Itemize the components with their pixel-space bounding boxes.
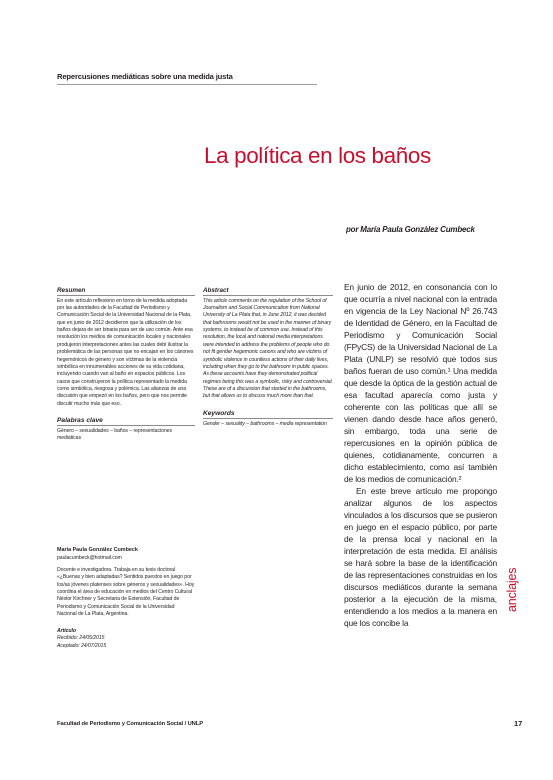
running-header: Repercusiones mediáticas sobre una medida justa bbox=[57, 72, 317, 85]
page-footer: Facultad de Periodismo y Comunicación Social / UNLP bbox=[57, 721, 203, 727]
abstract-heading: Abstract bbox=[203, 287, 229, 294]
palabras-clave-text: Género – sexualidades – baños – representaciones mediáticas bbox=[57, 428, 172, 442]
article-title: La política en los baños bbox=[204, 143, 431, 168]
abstract-rule bbox=[203, 295, 333, 296]
page-number: 17 bbox=[514, 719, 523, 728]
resumen-heading: Resumen bbox=[57, 287, 86, 294]
resumen-block bbox=[57, 287, 195, 443]
abstract-block bbox=[203, 287, 333, 428]
palabras-clave-heading: Palabras clave bbox=[57, 417, 103, 425]
body-paragraph: En junio de 2012, en consonancia con lo que ocurría a nivel nacional con la entrada en vigencia de la Ley Nacional Nº 26.743 de Identidad de Género, en la Facultad de Periodismo y Comunicación Social (FPyCS) de la Universidad Nacional de La Plata (UNLP) se resolvió que todos sus baños fueran de uso común.¹ Una medida que desde la óptica de la gestión actual de esa facultad aparecía como justa y coherente con las políticas que allí se vienen dando desde hace años generó, sin embargo, toda una serie de repercusiones en la opinión pública de quienes, cotidianamente, concurren a dicho establecimiento, como así también de los medios de comunicación.² bbox=[344, 282, 497, 485]
accepted-date: Aceptado: 24/07/2015 bbox=[57, 642, 107, 649]
author-bio bbox=[57, 547, 195, 619]
bio-email: paulacumbeck@hotmail.com bbox=[57, 554, 122, 561]
dates-heading: Artículo bbox=[57, 628, 76, 634]
keywords-text: Gender – sexuality – bathrooms – media representation bbox=[203, 420, 327, 427]
body-text bbox=[344, 281, 497, 629]
journal-sidebar-label: anclajes bbox=[505, 567, 519, 612]
body-paragraph: En este breve artículo me propongo analizar algunos de los aspectos vinculados a los discursos que se pusieron en juego en el espacio público, por parte de la prensa local y nacional en la interpretación de esta medida. El análisis se hará sobre la base de la identificación de las representaciones construidas en los discursos mediáticos durante la semana posterior a la ejecución de la misma, entendiendo a los medios a la manera en que los concibe la bbox=[344, 486, 497, 629]
keywords-heading: Keywords bbox=[203, 409, 235, 417]
bio-text: Docente e investigadora. Trabaja en su tesis doctoral «¿Buenas y bien adaptadas? Sentidos puestos en juego por los/as jóvenes platenses sobre géneros y sexualidades». Hoy coordina el área de educación en medios del Centro Cultural Néstor Kirchner y Secretaria de Extensión, Facultad de Periodismo y Comunicación Social de la Universidad Nacional de La Plata, Argentina. bbox=[57, 566, 195, 618]
palabras-clave-rule bbox=[57, 425, 195, 426]
resumen-rule bbox=[57, 295, 195, 296]
resumen-text: En este artículo reflexiono en torno de la medida adoptada por las autoridades de la Facultad de Periodismo y Comunicación Social de la Universidad Nacional de la Plata, que en junio de 2012 decidieron que la utilización de los baños dejara de ser binaria para ser de uso común. Ante esa resolución los medios de comunicación locales y nacionales produjeron interpretaciones antes las cuales debí ilustrar la problemática de las personas que no encajan en los cánones hegemónicos de género y son víctimas de la violencia simbólica en innumerables acciones de su vida cotidiana, incluyendo cuando van al baño en espacios públicos. Los casos que construyeron la política representado la medida como simbólica, riesgosa y polémica. Las alianzas de una discusión que empezó en los baños, pero que nos permite discutir mucho más que eso. bbox=[57, 297, 194, 407]
bio-name: María Paula González Cumbeck bbox=[57, 547, 138, 553]
received-date: Recibido: 24/05/2015 bbox=[57, 635, 105, 642]
keywords-rule bbox=[203, 418, 333, 419]
article-dates bbox=[57, 628, 195, 650]
author-byline: por María Paula Gonzàlez Cumbeck bbox=[346, 225, 475, 234]
abstract-text: This article comments on the regulation of the School of Journalism and Social Communication from National University of La Plata that, in June 2012, it was decided that bathrooms would not be used in the manner of binary systems, to instead be of common use. Instead of this resolution, the local and national media interpretations were intended to address the problems of people who do not fit gender hegemonic canons and who are victims of symbolic violence in countless actions of their daily lives, including when they go to the bathroom in public spaces. As these accounts have they demonstrated political regimes being this was a symbolic, risky and controversial. These are of a discussion that started in the bathrooms, but that allows us to discuss much more than that. bbox=[203, 297, 333, 400]
